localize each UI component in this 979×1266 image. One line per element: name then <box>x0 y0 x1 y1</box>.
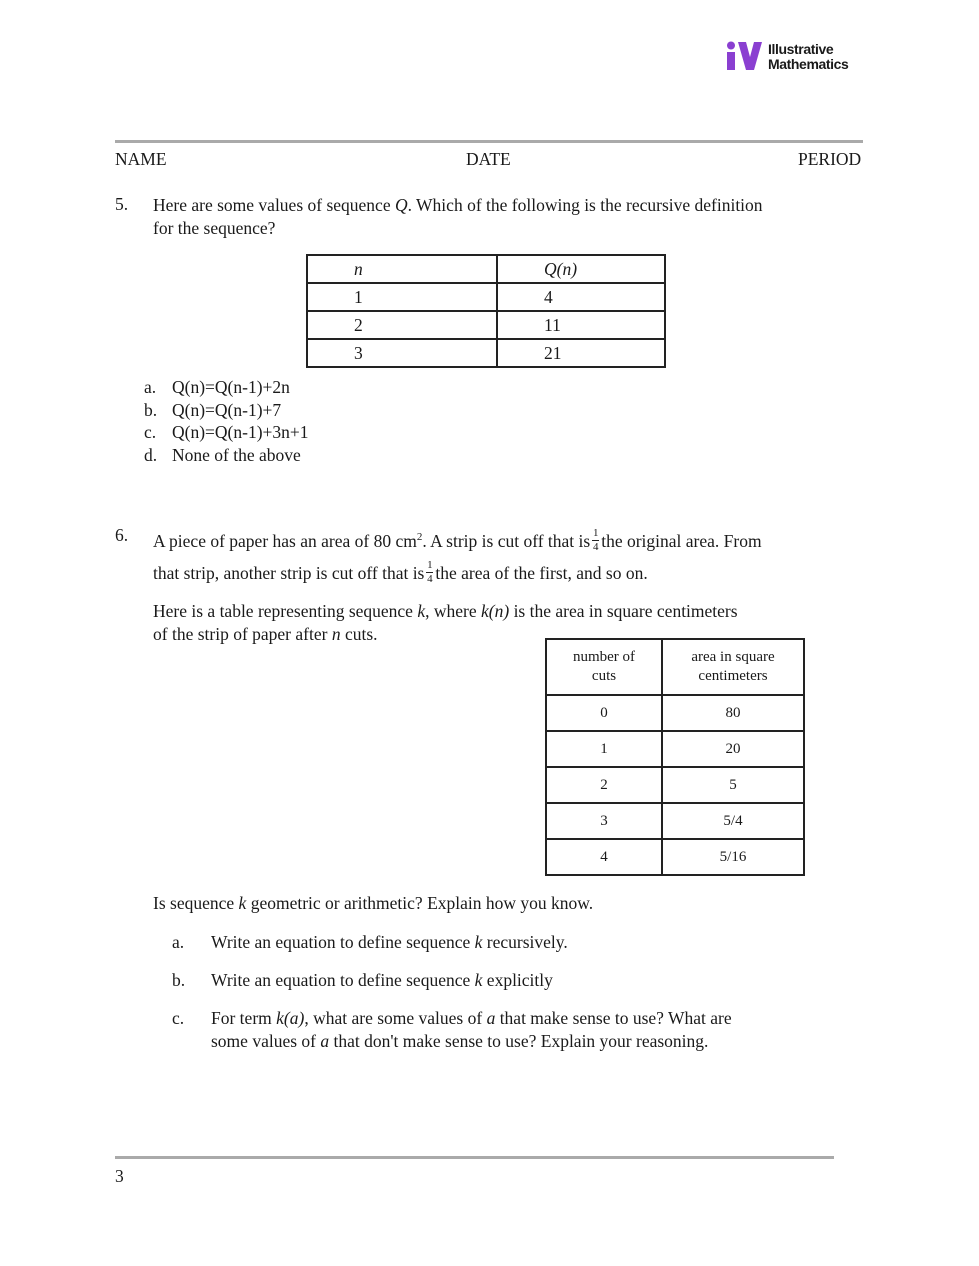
table-cell: 2 <box>546 767 662 803</box>
date-label: DATE <box>466 149 511 169</box>
table-row <box>307 311 665 339</box>
table-header-cell: n <box>307 255 497 283</box>
footer-divider <box>115 1156 834 1159</box>
table-cell: 21 <box>497 339 665 367</box>
option-c: c. Q(n)=Q(n-1)+3n+1 <box>144 422 309 442</box>
table-cell: 3 <box>307 339 497 367</box>
question-5-prompt: Here are some values of sequence Q. Which of the following is the recursive definition for the sequence? <box>153 195 763 238</box>
table-row <box>307 339 665 367</box>
table-header-cell: area in square centimeters <box>662 639 804 695</box>
table-cell: 4 <box>497 283 665 311</box>
page-number: 3 <box>115 1166 124 1186</box>
question-6-number: 6. <box>115 525 129 545</box>
table-cell: 0 <box>546 695 662 731</box>
table-cell: 1 <box>546 731 662 767</box>
fraction-one-quarter: $\frac{1}{4}$ <box>427 559 433 586</box>
table-row <box>546 731 804 767</box>
sequence-q-table <box>306 254 666 368</box>
table-header-cell: Q(n) <box>497 255 665 283</box>
table-header-row <box>546 639 804 695</box>
table-cell: 5 <box>662 767 804 803</box>
im-logo-icon <box>726 41 764 71</box>
table-cell: 2 <box>307 311 497 339</box>
name-label: NAME <box>115 149 167 169</box>
table-cell: 20 <box>662 731 804 767</box>
table-cell: 4 <box>546 839 662 875</box>
illustrative-mathematics-logo <box>726 41 866 73</box>
part-a: a. Write an equation to define sequence k recursively. <box>172 932 568 952</box>
table-row <box>546 803 804 839</box>
part-b: b. Write an equation to define sequence k explicitly <box>172 970 553 990</box>
table-cell: 11 <box>497 311 665 339</box>
question-6-intro: A piece of paper has an area of 80 $cm^2$. A strip is cut off that is $\frac{1}{4}$ the original area. From that strip, another strip is cut off that is $\frac{1}{4}$ the area of the first, and so on. <box>153 527 762 586</box>
sequence-k-table <box>545 638 805 876</box>
table-row <box>307 283 665 311</box>
table-header-row <box>307 255 665 283</box>
question-5-options <box>144 376 309 466</box>
question-5-number: 5. <box>115 194 129 214</box>
table-cell: 5/16 <box>662 839 804 875</box>
table-row <box>546 695 804 731</box>
table-cell: 1 <box>307 283 497 311</box>
option-d: d. None of the above <box>144 444 301 465</box>
table-row <box>546 767 804 803</box>
fraction-one-quarter: $\frac{1}{4}$ <box>592 527 599 554</box>
question-6-table-description: Here is a table representing sequence k, where k(n) is the area in square centimeters of the strip of paper after n cuts. <box>153 601 738 644</box>
table-header-cell: number of cuts <box>546 639 662 695</box>
logo-text: Illustrative Mathematics <box>768 41 849 72</box>
option-b: b. Q(n)=Q(n-1)+7 <box>144 399 282 420</box>
option-a: a. Q(n)=Q(n-1)+2n <box>144 377 290 397</box>
table-row <box>546 839 804 875</box>
table-cell: 3 <box>546 803 662 839</box>
table-cell: 80 <box>662 695 804 731</box>
table-cell: 5/4 <box>662 803 804 839</box>
question-6-geometric-or-arithmetic: Is sequence k geometric or arithmetic? Explain how you know. <box>153 893 594 913</box>
part-c: c. For term k(a), what are some values of a that make sense to use? What are some values of a that don't make sense to use? Explain your reasoning. <box>172 1008 732 1051</box>
period-label: PERIOD <box>798 149 862 169</box>
header-divider <box>115 140 863 143</box>
